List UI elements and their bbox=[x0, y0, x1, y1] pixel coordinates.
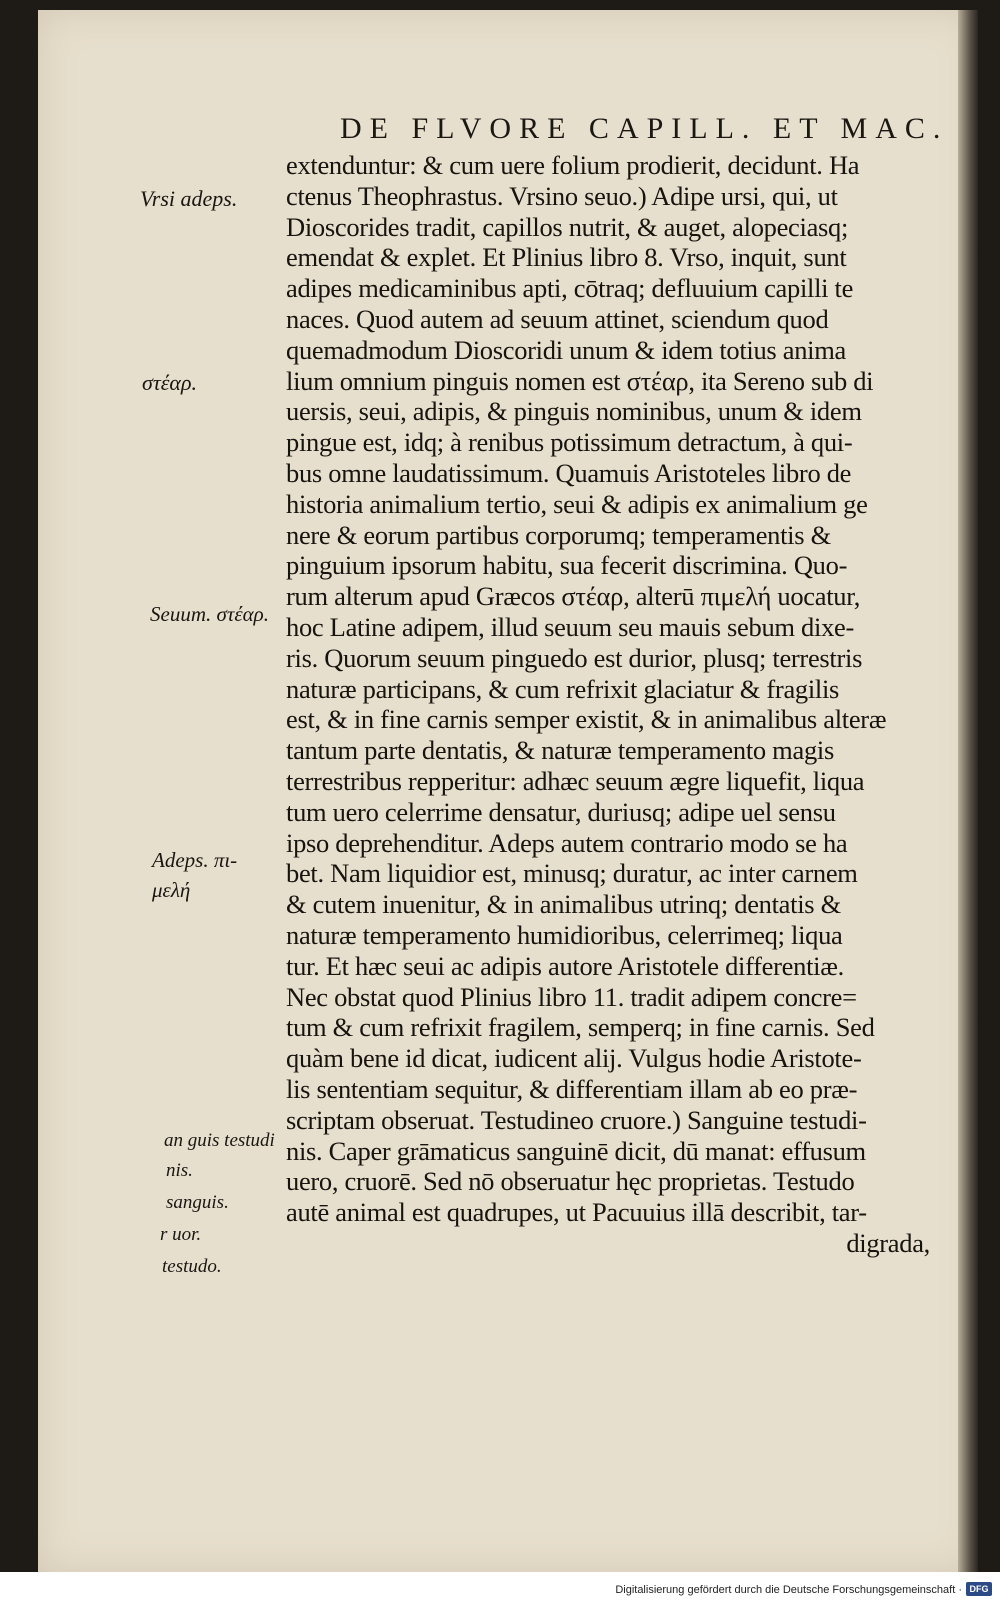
text-line: hoc Latine adipem, illud seuum seu mauis sebum dixe- bbox=[286, 611, 855, 642]
text-line: lis sententiam sequitur, & differentiam illam ab eo præ- bbox=[286, 1073, 858, 1104]
marginal-note: Vrsi adeps. bbox=[140, 186, 238, 211]
text-line: historia animalium tertio, seui & adipis ex animalium ge bbox=[286, 488, 868, 519]
catchword: digrada, bbox=[846, 1227, 930, 1258]
text-line: scriptam obseruat. Testudineo cruore.) Sanguine testudi- bbox=[286, 1104, 867, 1135]
page-edge-shadow bbox=[958, 10, 978, 1572]
text-line: extenduntur: & cum uere folium prodierit, decidunt. Ha bbox=[286, 150, 860, 180]
text-line: naces. Quod autem ad seuum attinet, sciendum quod bbox=[286, 303, 829, 334]
text-line: Nec obstat quod Plinius libro 11. tradit adipem concre= bbox=[286, 981, 857, 1012]
text-line: est, & in fine carnis semper existit, & in animalibus alteræ bbox=[286, 704, 887, 735]
text-line: bus omne laudatissimum. Quamuis Aristoteles libro de bbox=[286, 457, 852, 488]
text-line: rum alterum apud Græcos στέαρ, alterū πιμελή uocatur, bbox=[286, 581, 861, 612]
text-line: Dioscorides tradit, capillos nutrit, & auget, alopeciasq; bbox=[286, 211, 849, 242]
text-line: naturæ temperamento humidioribus, celerrimeq; liqua bbox=[286, 919, 843, 950]
text-line: tantum parte dentatis, & naturæ temperamento magis bbox=[286, 735, 834, 766]
text-line: nis. Caper grāmaticus sanguinē dicit, dū manat: effusum bbox=[286, 1135, 866, 1166]
marginal-note: Seuum. στέαρ. bbox=[150, 602, 269, 626]
marginal-note: Adeps. πι- bbox=[152, 848, 238, 872]
text-line: tum uero celerrime densatur, duriusq; adipe uel sensu bbox=[286, 796, 836, 827]
text-line: tum & cum refrixit fragilem, semperq; in fine carnis. Sed bbox=[286, 1012, 875, 1043]
running-head: DE FLVORE CAPILL. ET MAC. bbox=[340, 112, 949, 145]
marginal-note: r uor. bbox=[160, 1224, 202, 1245]
dfg-logo: DFG bbox=[966, 1582, 992, 1596]
text-line: terrestribus repperitur: adhæc seuum ægre liquefit, liqua bbox=[286, 765, 865, 796]
text-line: quemadmodum Dioscoridi unum & idem totius anima bbox=[286, 334, 846, 365]
text-line: adipes medicaminibus apti, cōtraq; defluuium capilli te bbox=[286, 273, 854, 304]
text-line: uersis, seui, adipis, & pinguis nominibus, unum & idem bbox=[286, 396, 862, 427]
text-line: & cutem inuenitur, & in animalibus utrinq; dentatis & bbox=[286, 889, 841, 920]
text-line: nere & eorum partibus corporumq; temperamentis & bbox=[286, 519, 831, 550]
text-line: bet. Nam liquidior est, minusq; duratur, ac inter carnem bbox=[286, 858, 858, 889]
marginal-note: an guis testudi bbox=[164, 1130, 275, 1151]
text-line: lium omnium pinguis nomen est στέαρ, ita Sereno sub di bbox=[286, 365, 874, 396]
marginal-note: μελή bbox=[152, 878, 191, 902]
text-line: autē animal est quadrupes, ut Pacuuius illā describit, tar- bbox=[286, 1197, 867, 1228]
text-line: tur. Et hæc seui ac adipis autore Aristotele differentiæ. bbox=[286, 950, 844, 981]
text-line: pingue est, idq; à renibus potissimum detractum, à qui- bbox=[286, 427, 853, 458]
text-line: naturæ participans, & cum refrixit glaciatur & fragilis bbox=[286, 673, 840, 704]
funding-credit: Digitalisierung gefördert durch die Deutsche Forschungsgemeinschaft · bbox=[615, 1584, 962, 1596]
text-line: emendat & explet. Et Plinius libro 8. Vrso, inquit, sunt bbox=[286, 242, 847, 273]
main-text-block bbox=[286, 150, 946, 1259]
text-line: pinguium ipsorum habitu, sua fecerit discrimina. Quo- bbox=[286, 550, 848, 581]
text-line: ipso deprehenditur. Adeps autem contrario modo se ha bbox=[286, 827, 848, 858]
marginal-note: στέαρ. bbox=[142, 370, 197, 395]
text-line: quàm bene id dicat, iudicent alij. Vulgus hodie Aristote- bbox=[286, 1043, 862, 1074]
text-line: ris. Quorum seuum pinguedo est durior, plusq; terrestris bbox=[286, 642, 863, 673]
marginal-note: nis. bbox=[166, 1160, 193, 1181]
text-line: ctenus Theophrastus. Vrsino seuo.) Adipe ursi, qui, ut bbox=[286, 180, 838, 211]
marginal-note: testudo. bbox=[162, 1256, 222, 1277]
marginal-note: sanguis. bbox=[166, 1192, 229, 1213]
text-line: uero, cruorē. Sed nō obseruatur hęc proprietas. Testudo bbox=[286, 1166, 855, 1197]
